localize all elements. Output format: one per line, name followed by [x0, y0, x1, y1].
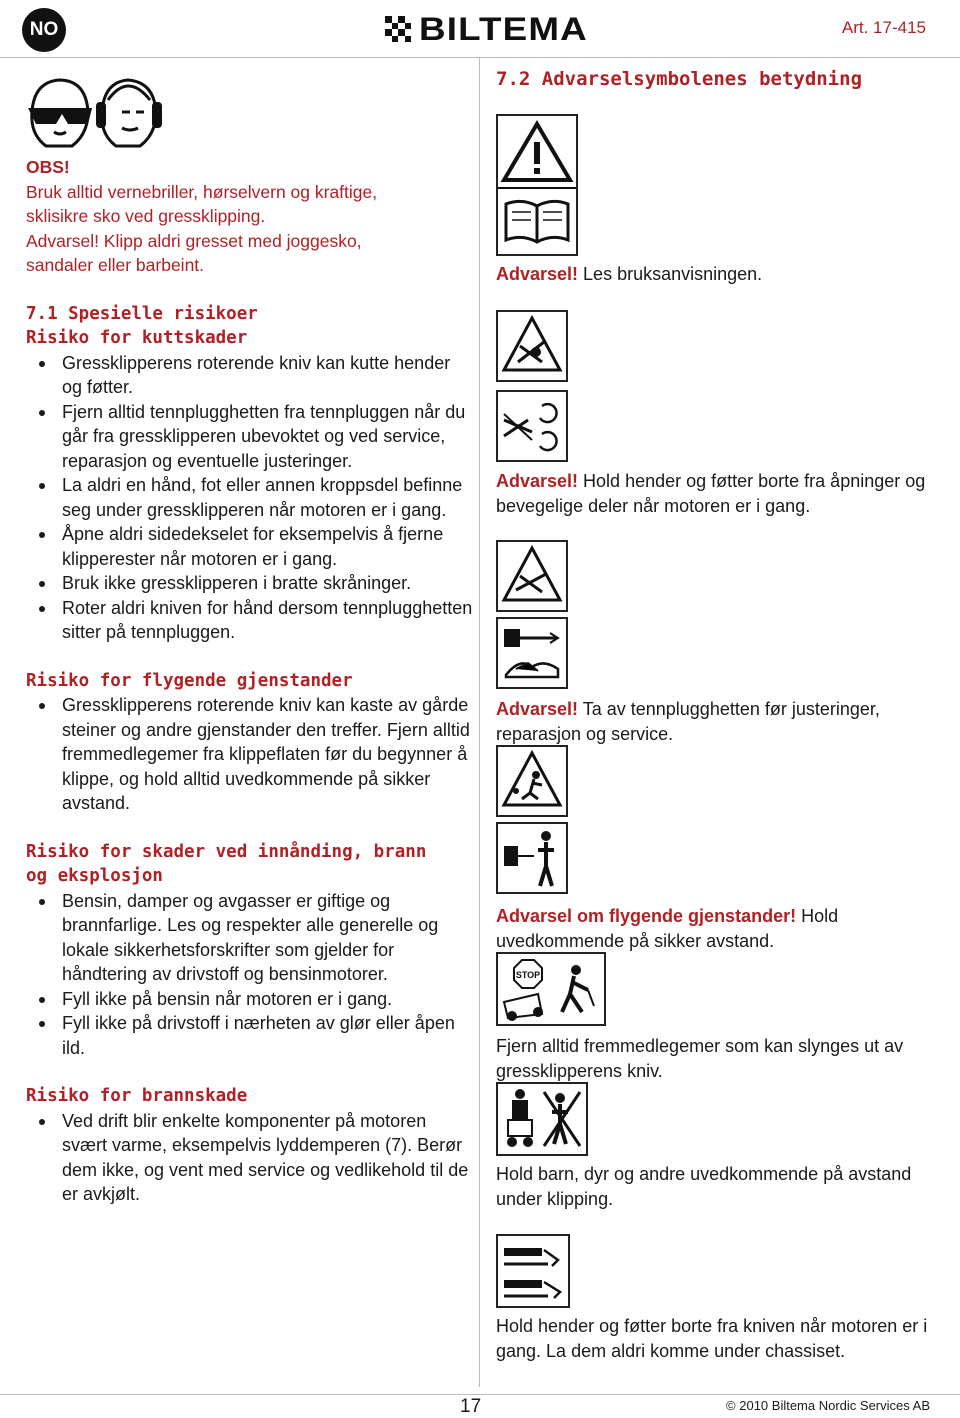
children-away-icon	[498, 1084, 586, 1154]
spark-plug-pictogram	[496, 617, 568, 689]
list-item: Åpne aldri sidedekselet for eksempelvis å fjerne klipperester når motoren er i gang.	[26, 522, 474, 571]
chassis-hand-icon	[498, 1236, 568, 1306]
list-item: Bensin, damper og avgasser er giftige og brannfarlige. Les og respekter alle generelle og lokale sikkerhetsforskrifter som gjelder for håndtering av drivstoff og bensinmotorer.	[26, 889, 474, 987]
rotating-blade-pictogram	[496, 390, 568, 462]
language-badge: NO	[22, 8, 66, 52]
keep-distance-pictogram	[496, 822, 568, 894]
keep-children-away-pictogram	[496, 1082, 588, 1156]
rotation-icon	[498, 392, 566, 460]
book-icon	[506, 201, 568, 242]
article-number: Art. 17-415	[841, 18, 926, 37]
warning-read-manual-pictogram	[496, 114, 578, 256]
cut-risk-list	[26, 351, 474, 645]
page-number: 17	[460, 1396, 482, 1417]
stop-mower-icon	[498, 954, 604, 1024]
brand-logo	[385, 10, 588, 47]
list-item: La aldri en hånd, fot eller annen kroppsdel befinne seg under gressklipperen når motoren er i gang.	[26, 473, 474, 522]
section-title: 7.1 Spesielle risikoer	[26, 303, 258, 324]
brand-name: BILTEMA	[419, 10, 588, 47]
subheading-flying: Risiko for flygende gjenstander	[26, 670, 353, 691]
spark-plug-icon	[498, 619, 566, 687]
list-item: Bruk ikke gressklipperen i bratte skråninger.	[26, 571, 474, 596]
caption-read-manual: Advarsel! Les bruksanvisningen.	[496, 264, 763, 284]
subheading-inhale-cont: og eksplosjon	[26, 866, 163, 886]
flying-risk-list	[26, 693, 474, 816]
list-item: Roter aldri kniven for hånd dersom tennplugghetten sitter på tennpluggen.	[26, 596, 474, 645]
burn-risk-list	[26, 1109, 474, 1207]
subheading-inhale: Risiko for skader ved innånding, brann	[26, 841, 427, 862]
person-distance-icon	[498, 824, 566, 892]
warning-triangle-icon	[498, 116, 576, 254]
hands-feet-chassis-pictogram	[496, 1234, 570, 1308]
column-divider	[479, 57, 480, 1387]
list-item: Fjern alltid tennplugghetten fra tennpluggen når du går fra gressklipperen ubevoktet og ved service, reparasjon og eventuelle justeringer.	[26, 400, 474, 474]
hand-blade-icon	[498, 312, 566, 380]
caption-hands-feet: Advarsel! Hold hender og føtter borte fra åpninger og bevegelige deler når motoren er i gang.	[496, 471, 926, 516]
section-title-symbols: 7.2 Advarselsymbolenes betydning	[496, 68, 863, 90]
thrown-object-icon	[498, 747, 566, 815]
list-item: Gressklipperens roterende kniv kan kutte hender og føtter.	[26, 351, 474, 400]
caption-chassis: Hold hender og føtter borte fra kniven når motoren er i gang. La dem aldri komme under chassiset.	[496, 1316, 928, 1361]
subheading-cut: Risiko for kuttskader	[26, 328, 248, 348]
checkered-flag-icon	[385, 16, 411, 42]
caption-remove-objects: Fjern alltid fremmedlegemer som kan slynges ut av gressklipperens kniv.	[496, 1036, 904, 1081]
intro-line: Bruk alltid vernebriller, hørselvern og kraftige,	[26, 181, 378, 202]
footer-divider	[0, 1394, 960, 1395]
copyright: © 2010 Biltema Nordic Services AB	[726, 1398, 930, 1413]
stop-sign-text: STOP	[515, 970, 541, 980]
safety-glasses-and-ear-protection-icon	[24, 72, 164, 152]
list-item: Fyll ikke på bensin når motoren er i gang.	[26, 987, 474, 1012]
intro-line: Advarsel! Klipp aldri gresset med joggesko,	[26, 230, 362, 251]
subheading-burn: Risiko for brannskade	[26, 1086, 248, 1106]
tool-warning-pictogram	[496, 540, 568, 612]
flying-objects-pictogram	[496, 745, 568, 817]
caption-spark-plug: Advarsel! Ta av tennplugghetten før justeringer, reparasjon og service.	[496, 699, 880, 744]
list-item: Gressklipperens roterende kniv kan kaste av gårde steiner og andre gjenstander den treffer. Fjern alltid fremmedlegemer fra klippeflaten før du begynner å klippe, og hold alltid uvedkommende på sikker avstand.	[26, 693, 474, 816]
caption-flying-objects: Advarsel om flygende gjenstander! Hold uvedkommende på sikker avstand.	[496, 906, 839, 951]
wrench-icon	[498, 542, 566, 610]
inhale-risk-list	[26, 889, 474, 1061]
hand-cut-pictogram	[496, 310, 568, 382]
obs-label: OBS!	[26, 157, 70, 177]
intro-line: sandaler eller barbeint.	[26, 255, 205, 275]
caption-children: Hold barn, dyr og andre uvedkommende på avstand under klipping.	[496, 1164, 912, 1209]
left-column	[26, 155, 474, 1207]
list-item: Fyll ikke på drivstoff i nærheten av glør eller åpen ild.	[26, 1011, 474, 1060]
remove-objects-pictogram	[496, 952, 606, 1026]
list-item: Ved drift blir enkelte komponenter på motoren svært varme, eksempelvis lyddemperen (7). Berør dem ikke, og vent med service og vedlikehold til de er avkjølt.	[26, 1109, 474, 1207]
header-divider	[0, 57, 960, 58]
intro-line: sklisikre sko ved gressklipping.	[26, 206, 266, 226]
